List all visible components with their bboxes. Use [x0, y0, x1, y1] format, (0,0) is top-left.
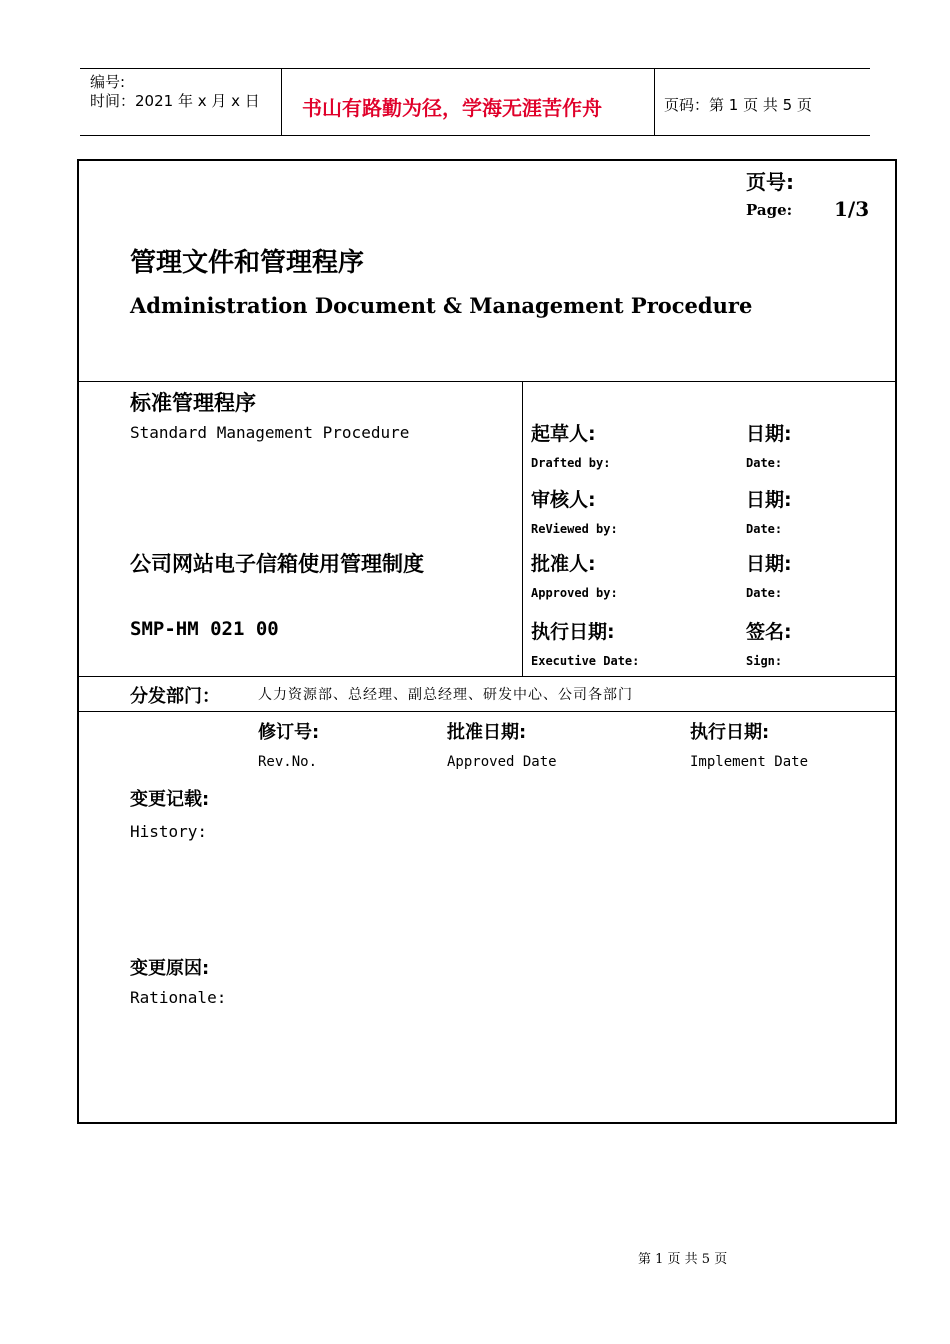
approved-by-label-cn: 批准人:: [531, 553, 596, 575]
approved-by-label-en: Approved by:: [531, 586, 618, 600]
form-right-border: [895, 159, 897, 1123]
form-top-border: [77, 159, 897, 161]
reviewed-by-label-en: ReViewed by:: [531, 522, 618, 536]
header-divider-left: [281, 68, 282, 135]
form-left-border: [77, 159, 79, 1123]
approved-date-label-cn: 批准日期:: [447, 722, 527, 743]
header-top-rule: [80, 68, 870, 69]
executive-date-label-en: Executive Date:: [531, 654, 640, 668]
history-label-cn: 变更记载:: [130, 789, 210, 810]
date1-label-en: Date:: [746, 456, 783, 470]
history-label-en: History:: [130, 822, 208, 841]
revision-number-label-en: Rev.No.: [258, 754, 318, 770]
rationale-label-cn: 变更原因:: [130, 958, 210, 979]
title-section-divider: [77, 381, 897, 382]
document-time-label: 时间：2021 年 x 月 x 日: [90, 92, 260, 110]
reviewed-by-label-cn: 审核人:: [531, 489, 596, 511]
document-title-en: Administration Document & Management Procedure: [130, 293, 753, 318]
drafted-by-label-en: Drafted by:: [531, 456, 611, 470]
page-number-value: 1/3: [834, 197, 870, 221]
procedure-label-cn: 标准管理程序: [130, 391, 256, 415]
implement-date-label-en: Implement Date: [690, 754, 809, 770]
form-bottom-border: [77, 1122, 897, 1124]
date2-label-en: Date:: [746, 522, 783, 536]
document-title-cn: 管理文件和管理程序: [130, 248, 365, 278]
distribution-section-divider: [77, 711, 897, 712]
date2-label-cn: 日期:: [746, 489, 792, 511]
header-divider-right: [654, 68, 655, 135]
footer-page-info: 第 1 页 共 5 页: [638, 1252, 728, 1267]
procedure-section-divider: [77, 676, 897, 677]
procedure-document-code: SMP-HM 021 00: [130, 618, 279, 640]
date3-label-cn: 日期:: [746, 553, 792, 575]
sign-label-en: Sign:: [746, 654, 783, 668]
sign-label-cn: 签名:: [746, 621, 792, 643]
header-bottom-rule: [80, 135, 870, 136]
drafted-by-label-cn: 起草人:: [531, 423, 596, 445]
date1-label-cn: 日期:: [746, 423, 792, 445]
distribution-label: 分发部门：: [130, 686, 220, 707]
distribution-departments: 人力资源部、总经理、副总经理、研发中心、公司各部门: [258, 687, 633, 703]
approved-date-label-en: Approved Date: [447, 754, 557, 770]
document-number-label: 编号:: [90, 73, 126, 91]
page-label-en: Page:: [746, 201, 793, 219]
procedure-label-en: Standard Management Procedure: [130, 423, 410, 442]
procedure-document-title: 公司网站电子信箱使用管理制度: [130, 552, 424, 576]
implement-date-label-cn: 执行日期:: [690, 722, 770, 743]
date3-label-en: Date:: [746, 586, 783, 600]
page-label-cn: 页号:: [746, 170, 794, 194]
header-page-info: 页码：第 1 页 共 5 页: [664, 96, 812, 114]
rationale-label-en: Rationale:: [130, 988, 227, 1007]
header-motto: 书山有路勤为径，学海无涯苦作舟: [302, 96, 602, 120]
approval-column-divider: [522, 381, 523, 676]
revision-number-label-cn: 修订号:: [258, 722, 320, 743]
executive-date-label-cn: 执行日期:: [531, 621, 615, 643]
